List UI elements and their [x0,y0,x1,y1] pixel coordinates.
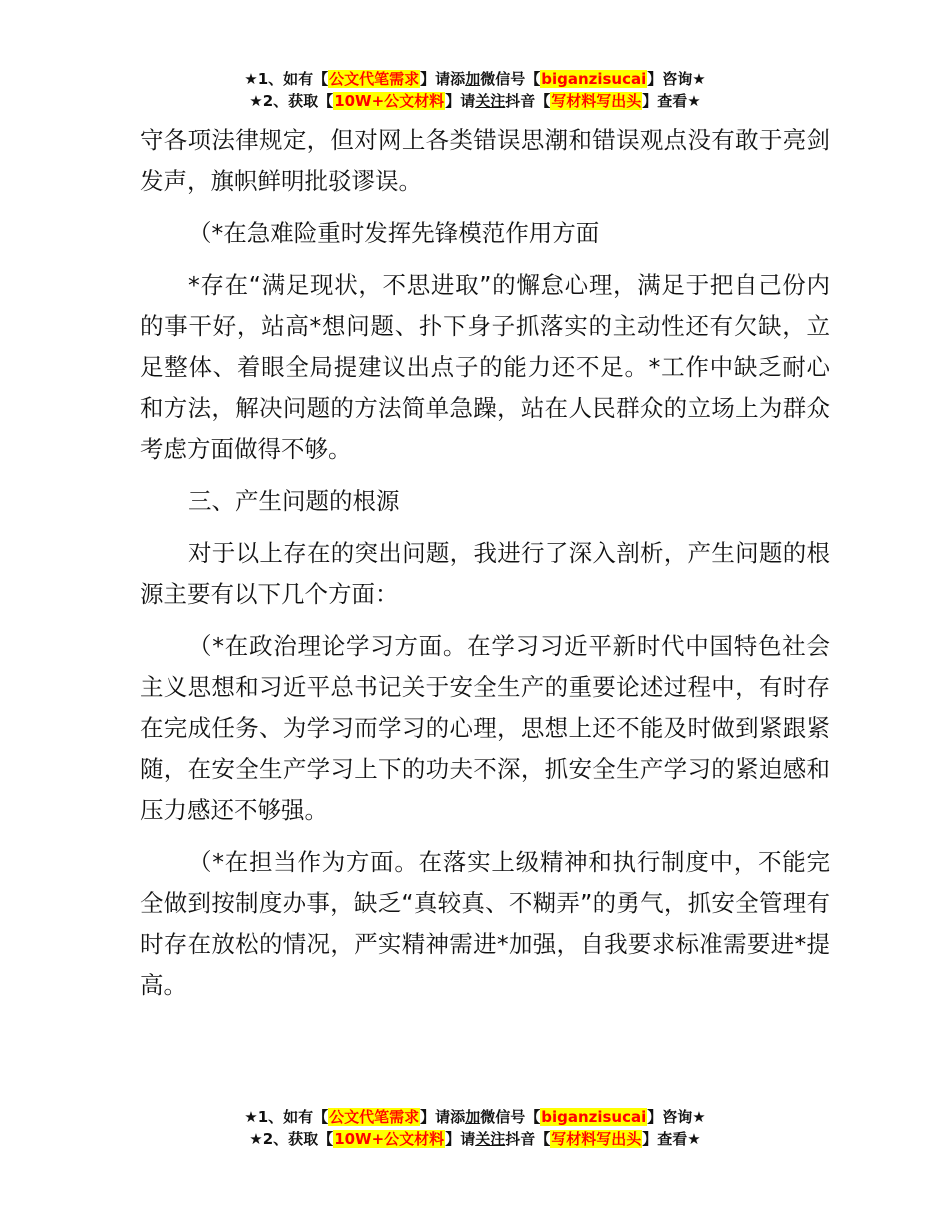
highlight-douyin-account: 写材料写出头 [551,92,642,110]
header-banner [0,68,950,112]
paragraph: 对于以上存在的突出问题，我进行了深入剖析，产生问题的根源主要有以下几个方面： [140,539,830,608]
highlight-wechat-id: biganzisucai [541,1108,647,1126]
banner-text: ★1、如有【 [244,70,329,88]
banner-text: 】查看★ [642,1130,701,1148]
banner-line-1 [0,68,950,90]
highlight-materials: 10W+公文材料 [334,1130,445,1148]
banner-underlined: 加 [465,70,481,88]
footer-banner [0,1106,950,1150]
section-heading: 三、产生问题的根源 [188,487,400,515]
banner-text: 微信号【 [480,70,541,88]
banner-text: 】请 [445,92,476,110]
highlight-materials: 10W+公文材料 [334,92,445,110]
paragraph-subheading: （*在急难险重时发挥先锋模范作用方面 [188,219,600,247]
banner-text: 】查看★ [642,92,701,110]
banner-text: 微信号【 [480,1108,541,1126]
paragraph: （*在政治理论学习方面。在学习习近平新时代中国特色社会主义思想和习近平总书记关于安全生产的重要论述过程中，有时存在完成任务、为学习而学习的心理，思想上还不能及时做到紧跟紧随，在安全生产学习上下的功夫不深，抓安全生产学习的紧迫感和压力感还不够强。 [140,632,830,824]
highlight-douyin-account: 写材料写出头 [551,1130,642,1148]
banner-text: 】请添 [420,1108,466,1126]
banner-underlined: 关注 [475,1130,506,1148]
banner-text: ★2、获取【 [249,92,334,110]
banner-line-2 [0,1128,950,1150]
banner-text: 】请 [445,1130,476,1148]
highlight-service: 公文代笔需求 [329,70,420,88]
paragraph-continuation: 守各项法律规定，但对网上各类错误思潮和错误观点没有敢于亮剑发声，旗帜鲜明批驳谬误。 [140,126,830,195]
banner-line-1 [0,1106,950,1128]
banner-text: ★2、获取【 [249,1130,334,1148]
highlight-service: 公文代笔需求 [329,1108,420,1126]
banner-text: 抖音【 [505,92,551,110]
document-body [140,120,830,1017]
banner-underlined: 关注 [475,92,506,110]
banner-text: 】咨询★ [647,1108,706,1126]
banner-text: 】咨询★ [647,70,706,88]
paragraph: *存在“满足现状，不思进取”的懈怠心理，满足于把自己份内的事干好，站高*想问题、扑下身子抓落实的主动性还有欠缺，立足整体、着眼全局提建议出点子的能力还不足。*工作中缺乏耐心和方法，解决问题的方法简单急躁，站在人民群众的立场上为群众考虑方面做得不够。 [140,271,830,463]
banner-text: 】请添 [420,70,466,88]
banner-line-2 [0,90,950,112]
highlight-wechat-id: biganzisucai [541,70,647,88]
paragraph: （*在担当作为方面。在落实上级精神和执行制度中，不能完全做到按制度办事，缺乏“真较真、不糊弄”的勇气，抓安全管理有时存在放松的情况，严实精神需进*加强，自我要求标准需要进*提高。 [140,848,830,999]
banner-text: ★1、如有【 [244,1108,329,1126]
banner-text: 抖音【 [505,1130,551,1148]
banner-underlined: 加 [465,1108,481,1126]
